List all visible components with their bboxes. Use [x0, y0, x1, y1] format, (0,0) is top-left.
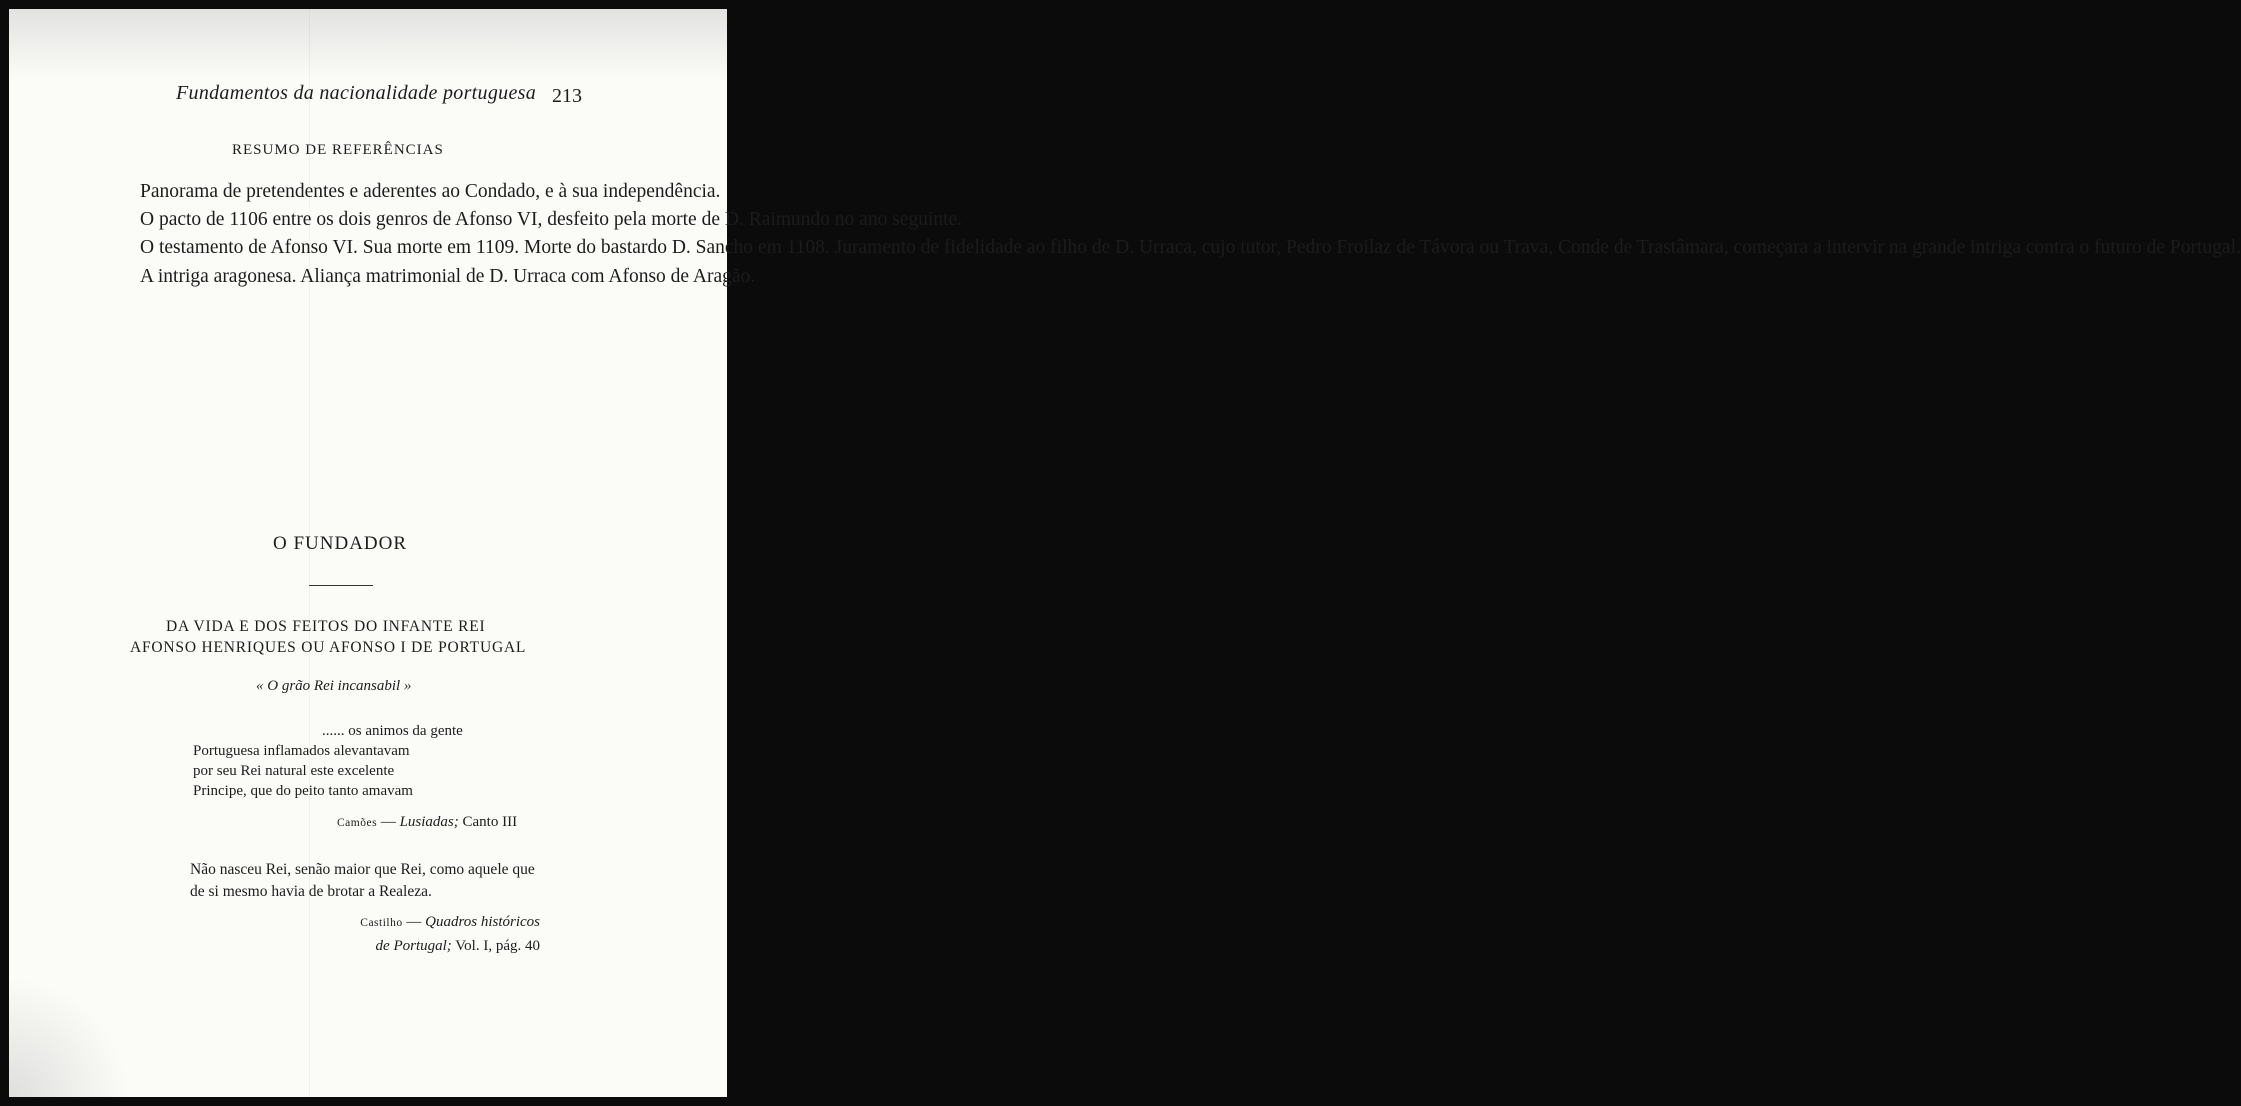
scan-shadow	[9, 9, 727, 79]
epigraph-line: Principe, que do peito tanto amavam	[193, 783, 413, 799]
citation-work: Quadros históricos	[425, 914, 540, 930]
citation-location: Canto III	[458, 814, 518, 830]
epigraph-line: ...... os animos da gente	[322, 723, 463, 739]
summary-paragraph: Panorama de pretendentes e aderentes ao Condado, e à sua independência.	[140, 181, 721, 202]
chapter-subtitle-line-2: AFONSO HENRIQUES OU AFONSO I DE PORTUGAL	[130, 639, 527, 656]
epigraph-line: por seu Rei natural este excelente	[193, 763, 395, 779]
epigraph-line: de si mesmo havia de brotar a Realeza.	[190, 883, 432, 900]
epigraph-verses	[193, 741, 413, 801]
chapter-title: O FUNDADOR	[273, 533, 408, 554]
citation-work-continued: de Portugal;	[375, 938, 452, 954]
scan-corner-shadow	[9, 977, 129, 1097]
section-heading: RESUMO DE REFERÊNCIAS	[232, 142, 444, 158]
divider	[309, 585, 373, 586]
book-page	[9, 9, 2241, 1097]
citation-work: Lusiadas;	[399, 814, 459, 830]
epigraph-citation	[337, 814, 517, 831]
chapter-subtitle-line-1: DA VIDA E DOS FEITOS DO INFANTE REI	[166, 618, 486, 635]
citation-dash: —	[402, 914, 426, 930]
second-epigraph	[190, 859, 535, 903]
citation-location: Vol. I, pág. 40	[451, 938, 540, 954]
running-head: Fundamentos da nacionalidade portuguesa	[176, 82, 537, 104]
summary-paragraph: A intriga aragonesa. Aliança matrimonial de D. Urraca com Afonso de Aragão.	[140, 265, 756, 287]
citation-author: Camões	[337, 817, 378, 829]
second-epigraph-citation	[312, 911, 540, 958]
epithet: « O grão Rei incansabil »	[256, 678, 412, 694]
summary-paragraph: O pacto de 1106 entre os dois genros de Afonso VI, desfeito pela morte de D. Raimundo no ano seguinte.	[140, 209, 963, 231]
epigraph-line: Não nasceu Rei, senão maior que Rei, como aquele que	[190, 861, 535, 878]
summary-paragraph: O testamento de Afonso VI. Sua morte em 1109. Morte do bastardo D. Sancho em 1108. Juramento de fidelidade ao filho de D. Urraca, cujo tutor, Pedro Froilaz de Távora ou Trava, Conde de Trastâmara, começara a intervir na grande intriga contra o futuro de Portugal.	[140, 237, 2241, 259]
summary-text	[104, 178, 2241, 290]
citation-author: Castilho	[360, 917, 403, 929]
citation-dash: —	[377, 814, 400, 830]
page-number: 213	[552, 85, 582, 107]
epigraph-line: Portuguesa inflamados alevantavam	[193, 743, 410, 759]
